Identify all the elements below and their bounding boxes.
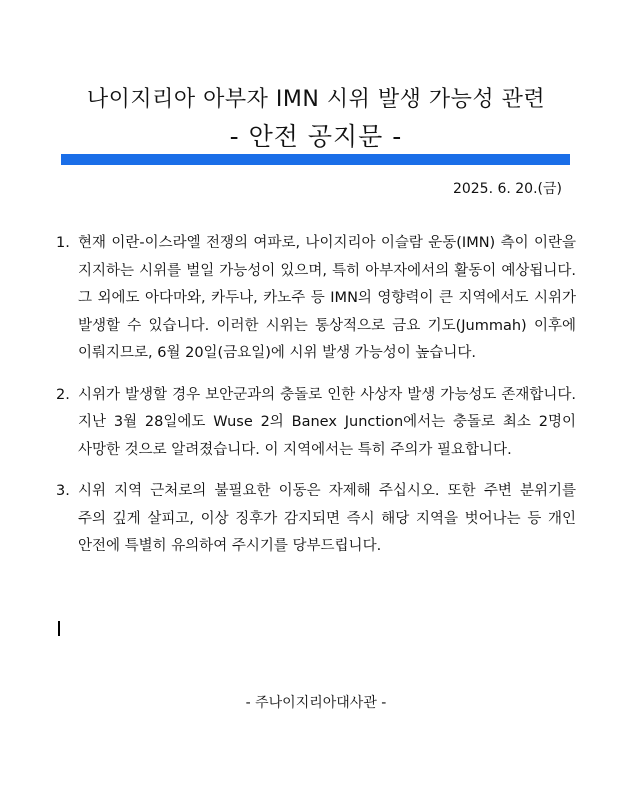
list-item <box>56 382 576 465</box>
embassy-signature: - 주나이지리아대사관 - <box>245 695 387 711</box>
notice-subtitle: - 안전 공지문 - <box>229 122 403 151</box>
item-text: 시위가 발생할 경우 보안군과의 충돌로 인한 사상자 발생 가능성도 존재합니다. 지난 3월 28일에도 Wuse 2의 Banex Junction에서는 충돌로 최소 2명이 사망한 것으로 알려졌습니다. 이 지역에서는 특히 주의가 필요합니다. <box>78 386 576 458</box>
item-text: 현재 이란-이스라엘 전쟁의 여파로, 나이지리아 이슬람 운동(IMN) 측이 이란을 지지하는 시위를 벌일 가능성이 있으며, 특히 아부자에서의 활동이 예상됩니다. 그 외에도 아다마와, 카두나, 카노주 등 IMN의 영향력이 큰 지역에서도 시위가 발생할 수 있습니다. 이러한 시위는 통상적으로 금요 기도(Jummah) 이후에 이뤄지므로, 6월 20일(금요일)에 시위 발생 가능성이 높습니다. <box>78 235 576 361</box>
list-item <box>56 478 576 561</box>
item-number: 1. <box>56 235 70 251</box>
notice-date: 2025. 6. 20.(금) <box>452 181 562 197</box>
title-divider <box>61 154 570 165</box>
item-number: 3. <box>56 483 70 499</box>
notice-body <box>56 230 576 575</box>
item-number: 2. <box>56 386 70 403</box>
text-cursor[interactable] <box>58 621 60 636</box>
list-item <box>56 230 576 368</box>
item-text: 시위 지역 근처로의 불필요한 이동은 자제해 주십시오. 또한 주변 분위기를 주의 깊게 살피고, 이상 징후가 감지되면 즉시 해당 지역을 벗어나는 등 개인 안전에 특별히 유의하여 주시기를 당부드립니다. <box>78 483 576 554</box>
notice-title: 나이지리아 아부자 IMN 시위 발생 가능성 관련 <box>86 87 546 112</box>
